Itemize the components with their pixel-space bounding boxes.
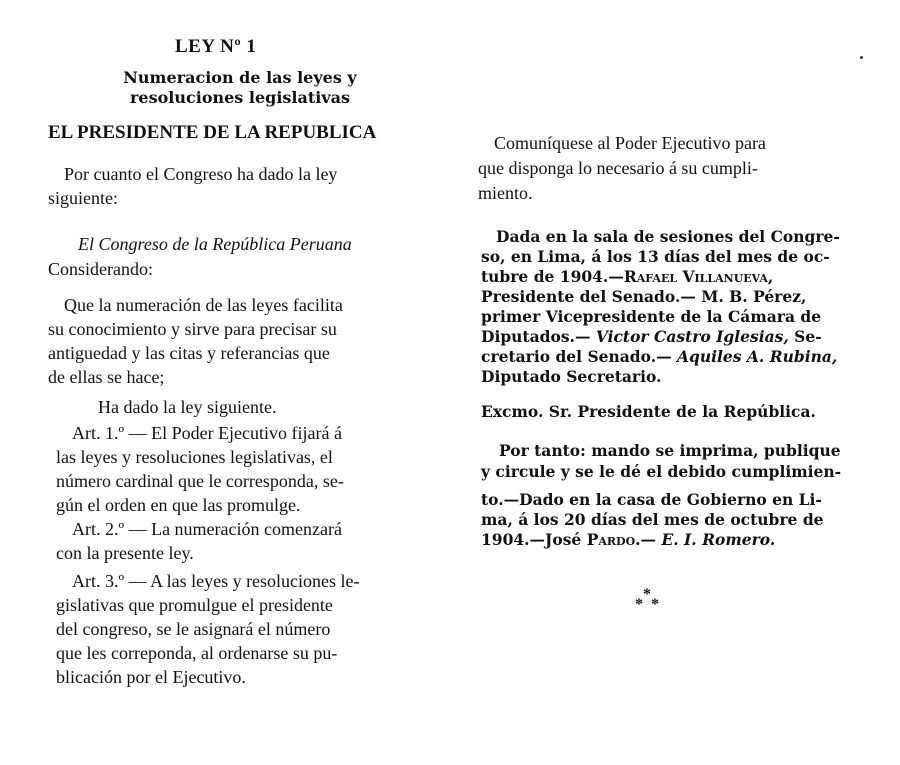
congreso-line: El Congreso de la República Peruana bbox=[78, 234, 352, 254]
art3-line-3: del congreso, se le asignará el número bbox=[56, 619, 331, 639]
dada-line-3 bbox=[481, 267, 773, 287]
por-tanto-line-5-sep: .— bbox=[635, 530, 662, 549]
dada-line-4: Presidente del Senado.— M. B. Pérez, bbox=[481, 287, 807, 306]
dada-line-7 bbox=[481, 347, 837, 367]
art1-line-2: las leyes y resoluciones legislativas, el bbox=[56, 447, 333, 467]
por-cuanto-line-1: Por cuanto el Congreso ha dado la ley bbox=[64, 164, 338, 184]
comuniquese-line-3: miento. bbox=[478, 183, 533, 203]
por-tanto-line-5 bbox=[481, 530, 775, 550]
por-tanto-line-5-date: 1904.—José bbox=[481, 530, 587, 549]
dada-line-6 bbox=[481, 327, 822, 347]
por-tanto-line-4: ma, á los 20 días del mes de octubre de bbox=[481, 510, 824, 529]
por-tanto-line-3: to.—Dado en la casa de Gobierno en Li- bbox=[481, 490, 822, 509]
signatory-romero: E. I. Romero. bbox=[661, 530, 776, 549]
art1-line-1: Art. 1.º — El Poder Ejecutivo fijará á bbox=[72, 423, 342, 443]
art2-line-2: con la presente ley. bbox=[56, 543, 194, 563]
subtitle-line-2: resoluciones legislativas bbox=[130, 88, 350, 107]
comuniquese-line-1: Comuníquese al Poder Ejecutivo para bbox=[494, 133, 766, 153]
considerando-line: Considerando: bbox=[48, 259, 153, 279]
star-left: * bbox=[635, 596, 643, 613]
art1-line-4: gún el orden en que las promulge. bbox=[56, 495, 301, 515]
signatory-villanueva: Rafael Villanueva, bbox=[623, 267, 774, 286]
que-line-3: antiguedad y las citas y referancias que bbox=[48, 343, 330, 363]
law-title: LEY Nº 1 bbox=[175, 36, 257, 57]
law-subtitle bbox=[60, 68, 420, 108]
star-right: * bbox=[651, 596, 659, 613]
dada-line-5: primer Vicepresidente de la Cámara de bbox=[481, 307, 822, 326]
art3-line-2: gislativas que promulgue el presidente bbox=[56, 595, 333, 615]
comuniquese-line-2: que disponga lo necesario á su cumpli- bbox=[478, 158, 758, 178]
por-tanto-line-2: y circule y se le dé el debido cumplimien- bbox=[481, 462, 842, 481]
dada-line-1: Dada en la sala de sesiones del Congre- bbox=[496, 227, 840, 246]
dada-line-8: Diputado Secretario. bbox=[481, 367, 662, 386]
dada-line-3-date: tubre de 1904.— bbox=[481, 267, 624, 286]
ha-dado-line: Ha dado la ley siguiente. bbox=[98, 397, 277, 417]
signatory-rubina: Aquiles A. Rubina, bbox=[677, 347, 838, 366]
signatory-castro-iglesias: Victor Castro Iglesias, bbox=[595, 327, 789, 346]
president-heading: EL PRESIDENTE DE LA REPUBLICA bbox=[48, 122, 377, 143]
excmo-line: Excmo. Sr. Presidente de la República. bbox=[481, 402, 816, 421]
art3-line-1: Art. 3.º — A las leyes y resoluciones le- bbox=[72, 571, 360, 591]
art1-line-3: número cardinal que le corresponda, se- bbox=[56, 471, 344, 491]
subtitle-line-1: Numeracion de las leyes y bbox=[123, 68, 357, 87]
asterism-ornament bbox=[632, 586, 662, 614]
por-tanto-line-1: Por tanto: mando se imprima, publique bbox=[499, 441, 841, 460]
dada-line-6-prefix: Diputados.— bbox=[481, 327, 596, 346]
que-line-1: Que la numeración de las leyes facilita bbox=[64, 295, 343, 315]
dada-line-6-suffix: Se- bbox=[788, 327, 822, 346]
que-line-2: su conocimiento y sirve para precisar su bbox=[48, 319, 337, 339]
art3-line-4: que les correponda, al ordenarse su pu- bbox=[56, 643, 338, 663]
signatory-pardo: Pardo bbox=[586, 530, 636, 549]
dada-line-7-prefix: cretario del Senado.— bbox=[481, 347, 678, 366]
por-cuanto-line-2: siguiente: bbox=[48, 188, 118, 208]
art2-line-1: Art. 2.º — La numeración comenzará bbox=[72, 519, 342, 539]
ink-speck bbox=[860, 56, 863, 59]
star-top: * bbox=[643, 586, 651, 603]
art3-line-5: blicación por el Ejecutivo. bbox=[56, 667, 246, 687]
dada-line-2: so, en Lima, á los 13 días del mes de oc- bbox=[481, 247, 830, 266]
que-line-4: de ellas se hace; bbox=[48, 367, 165, 387]
